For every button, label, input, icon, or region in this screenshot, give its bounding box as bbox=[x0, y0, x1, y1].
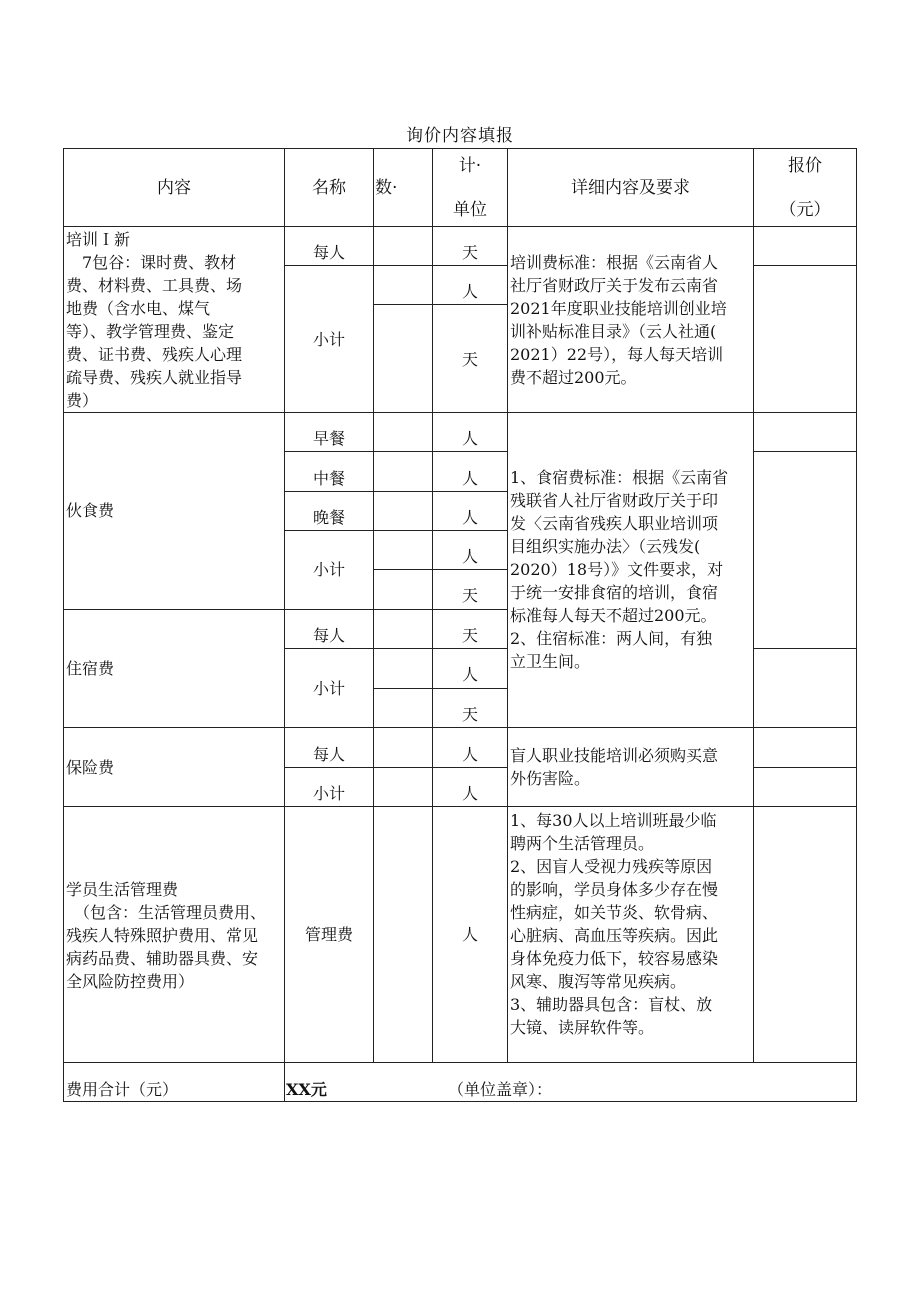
management-detail-line: 风寒、腹泻等常见疾病。 bbox=[510, 972, 687, 991]
management-label-line: （包含：生活管理员费用、 bbox=[74, 903, 267, 922]
management-detail-line: 身体免疫力低下，较容易感染 bbox=[510, 949, 719, 968]
training-label-line: 7包谷：课时费、教材 bbox=[82, 253, 237, 272]
food-name-breakfast: 早餐 bbox=[312, 429, 345, 448]
training-label-line: 地费（含水电、煤气 bbox=[66, 299, 211, 318]
total-label: 费用合计（元） bbox=[66, 1080, 179, 1099]
management-detail-line: 心脏病、高血压等疾病。因此 bbox=[510, 926, 719, 945]
training-name-subtotal: 小计 bbox=[312, 330, 345, 349]
training-details bbox=[510, 251, 753, 389]
management-detail-line: 性病症，如关节炎、软骨病、 bbox=[510, 903, 719, 922]
training-detail-line: 训补贴标准目录》（云人社通( bbox=[510, 322, 717, 341]
food-unit: 人 bbox=[461, 508, 478, 527]
lodging-label: 住宿费 bbox=[66, 659, 115, 678]
management-detail-line: 3、辅助器具包含：盲杖、放 bbox=[510, 995, 713, 1014]
header-quantity: 数· bbox=[375, 178, 398, 198]
header-price-top: 报价 bbox=[788, 156, 822, 176]
lodging-unit: 天 bbox=[461, 705, 478, 724]
food-detail-line: 残联省人社厅省财政厅关于印 bbox=[510, 491, 719, 510]
food-label: 伙食费 bbox=[66, 501, 115, 520]
header-unit-bottom: 单位 bbox=[453, 200, 487, 220]
training-detail-line: 费不超过200元。 bbox=[510, 368, 637, 387]
header-content: 内容 bbox=[157, 178, 191, 198]
food-detail-line: 标准每人每天不超过200元。 bbox=[510, 606, 717, 625]
management-detail-line: 1、每30人以上培训班最少临 bbox=[510, 811, 717, 830]
training-detail-line: 2021）22号），每人每天培训 bbox=[510, 345, 724, 364]
food-detail-line: 立卫生间。 bbox=[510, 652, 591, 671]
insurance-unit: 人 bbox=[461, 784, 478, 803]
food-detail-line: 2、住宿标准：两人间，有独 bbox=[510, 629, 713, 648]
training-unit: 天 bbox=[461, 243, 478, 262]
food-unit: 人 bbox=[461, 469, 478, 488]
header-unit-top: 计· bbox=[458, 156, 482, 176]
lodging-name-per-person: 每人 bbox=[312, 626, 345, 645]
management-detail-line: 的影响，学员身体多少存在慢 bbox=[510, 880, 719, 899]
training-name-per-person: 每人 bbox=[312, 243, 345, 262]
management-name: 管理费 bbox=[304, 925, 353, 944]
management-label-line: 病药品费、辅助器具费、安 bbox=[66, 949, 259, 968]
insurance-detail-line: 盲人职业技能培训必须购买意 bbox=[510, 746, 719, 765]
lodging-unit: 人 bbox=[461, 665, 478, 684]
food-unit: 人 bbox=[461, 547, 478, 566]
training-label-line: 费、证书费、残疾人心理 bbox=[66, 345, 243, 364]
food-detail-line: 2020）18号）》文件要求，对 bbox=[510, 560, 724, 579]
management-details bbox=[510, 809, 753, 1039]
training-detail-line: 培训费标准：根据《云南省人 bbox=[510, 253, 719, 272]
food-detail-line: 发〈云南省残疾人职业培训项 bbox=[510, 514, 719, 533]
food-name-dinner: 晚餐 bbox=[312, 508, 345, 527]
header-price-bottom: （元） bbox=[779, 200, 831, 220]
unit-stamp-label: （单位盖章）： bbox=[448, 1080, 553, 1099]
header-name: 名称 bbox=[312, 178, 346, 198]
management-unit: 人 bbox=[461, 925, 478, 944]
management-label-line: 残疾人特殊照护费用、常见 bbox=[66, 926, 259, 945]
food-detail-line: 于统一安排食宿的培训，食宿 bbox=[510, 583, 719, 602]
insurance-name-per-person: 每人 bbox=[312, 745, 345, 764]
food-unit: 人 bbox=[461, 429, 478, 448]
training-label-line: 培训Ｉ新 bbox=[66, 230, 131, 249]
insurance-name-subtotal: 小计 bbox=[312, 784, 345, 803]
training-detail-line: 2021年度职业技能培训创业培 bbox=[510, 299, 727, 318]
insurance-unit: 人 bbox=[461, 745, 478, 764]
food-detail-line: 目组织实施办法〉（云残发( bbox=[510, 537, 701, 556]
food-unit: 天 bbox=[461, 586, 478, 605]
insurance-detail-line: 外伤害险。 bbox=[510, 769, 591, 788]
management-detail-line: 聘两个生活管理员。 bbox=[510, 834, 655, 853]
header-details: 详细内容及要求 bbox=[571, 178, 690, 198]
management-detail-line: 大镜、读屏软件等。 bbox=[510, 1018, 655, 1037]
training-label-line: 等）、教学管理费、鉴定 bbox=[66, 322, 235, 341]
management-detail-line: 2、因盲人受视力残疾等原因 bbox=[510, 857, 713, 876]
training-label-line: 疏导费、残疾人就业指导 bbox=[66, 368, 243, 387]
management-label-line: 全风险防控费用） bbox=[66, 972, 195, 991]
management-label bbox=[66, 878, 284, 993]
insurance-label: 保险费 bbox=[66, 758, 115, 777]
lodging-name-subtotal: 小计 bbox=[312, 679, 345, 698]
training-unit: 人 bbox=[461, 282, 478, 301]
training-label-line: 费、材料费、工具费、场 bbox=[66, 276, 243, 295]
food-detail-line: 1、食宿费标准：根据《云南省 bbox=[510, 468, 729, 487]
training-label-line: 费） bbox=[66, 391, 99, 410]
training-unit: 天 bbox=[461, 350, 478, 369]
food-name-lunch: 中餐 bbox=[312, 469, 345, 488]
total-amount: XX元 bbox=[286, 1080, 327, 1099]
food-name-subtotal: 小计 bbox=[312, 560, 345, 579]
lodging-unit: 天 bbox=[461, 626, 478, 645]
training-label bbox=[66, 228, 282, 412]
training-detail-line: 社厅省财政厅关于发布云南省 bbox=[510, 276, 719, 295]
page-title: 询价内容填报 bbox=[406, 126, 514, 146]
management-label-line: 学员生活管理费 bbox=[66, 880, 179, 899]
food-lodging-details bbox=[510, 466, 753, 673]
insurance-details bbox=[510, 744, 753, 790]
